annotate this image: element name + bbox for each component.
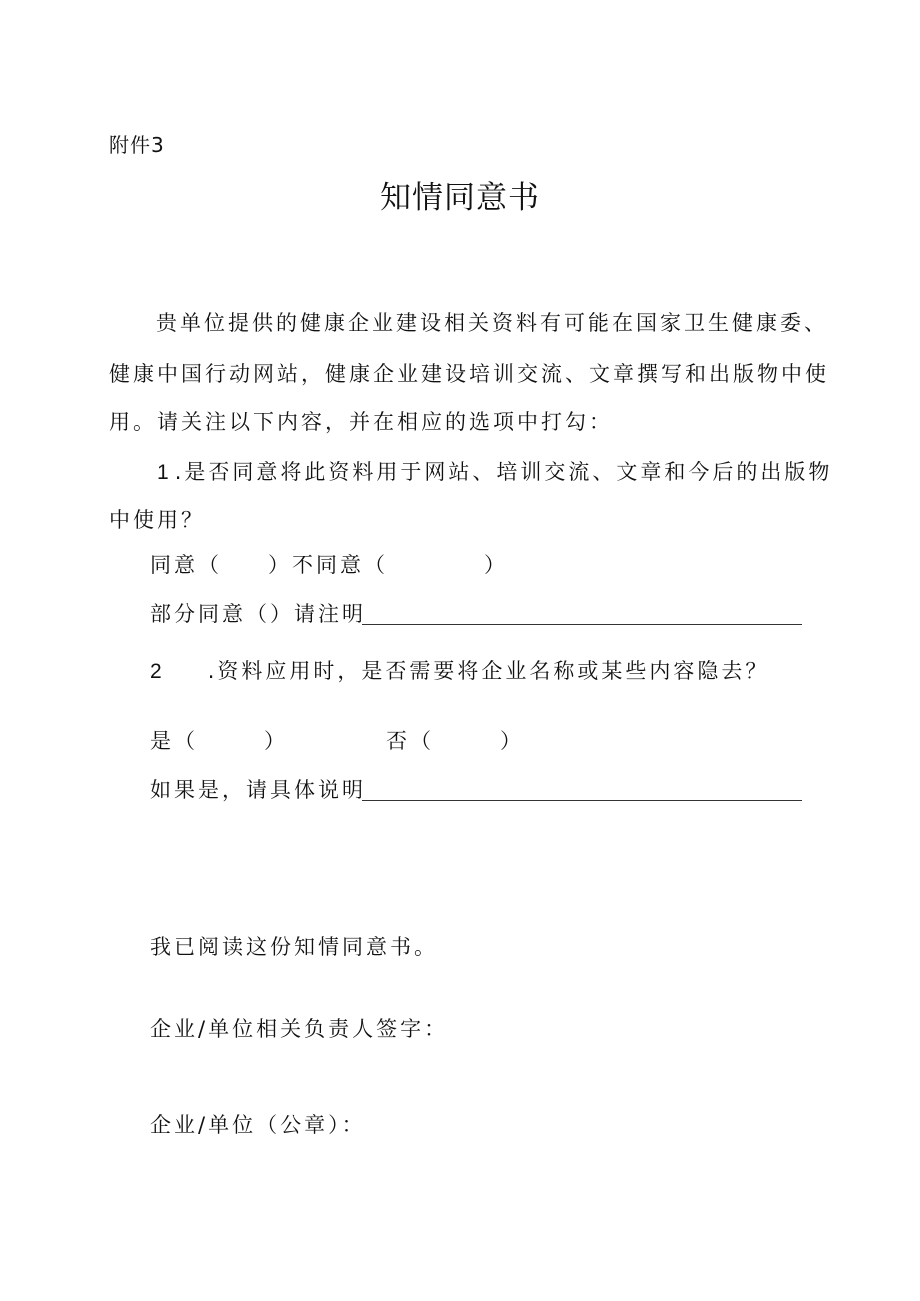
question-2-text: .资料应用时，是否需要将企业名称或某些内容隐去？ [207,659,770,683]
read-statement: 我已阅读这份知情同意书。 [150,935,438,959]
agree-label: 同意（ [150,553,222,577]
question-1 [157,462,832,483]
intro-line-1: 贵单位提供的健康企业建设相关资料有可能在国家卫生健康委、 [156,311,828,335]
disagree-option[interactable] [292,555,508,576]
explain-line[interactable] [362,800,802,801]
no-label: 否（ [386,729,434,753]
no-option[interactable] [386,731,524,752]
partial-agree-label: 部分同意（）请注明 [150,602,366,626]
agree-close: ） [268,553,292,577]
signer-label: 企业/单位相关负责人签字： [150,1017,449,1041]
yes-option[interactable] [150,731,288,752]
question-1-continued: 中使用？ [109,508,205,532]
question-2-number: 2 [150,660,162,683]
question-2 [150,661,769,682]
partial-explain-line[interactable] [362,624,802,625]
seal-label: 企业/单位（公章）： [150,1113,366,1137]
yes-label: 是（ [150,729,198,753]
disagree-close: ） [484,553,508,577]
yes-close: ） [264,729,288,753]
intro-line-2: 健康中国行动网站，健康企业建设培训交流、文章撰写和出版物中使 [109,362,829,386]
no-close: ） [500,729,524,753]
annex-label: 附件3 [109,133,165,157]
page-title: 知情同意书 [380,180,540,216]
disagree-label: 不同意（ [292,553,388,577]
question-1-number: 1 [157,461,169,484]
question-1-text: .是否同意将此资料用于网站、培训交流、文章和今后的出版物 [174,460,833,484]
explain-label: 如果是，请具体说明 [150,778,366,802]
intro-line-3: 用。请关注以下内容，并在相应的选项中打勾： [109,410,613,434]
agree-option[interactable] [150,555,292,576]
